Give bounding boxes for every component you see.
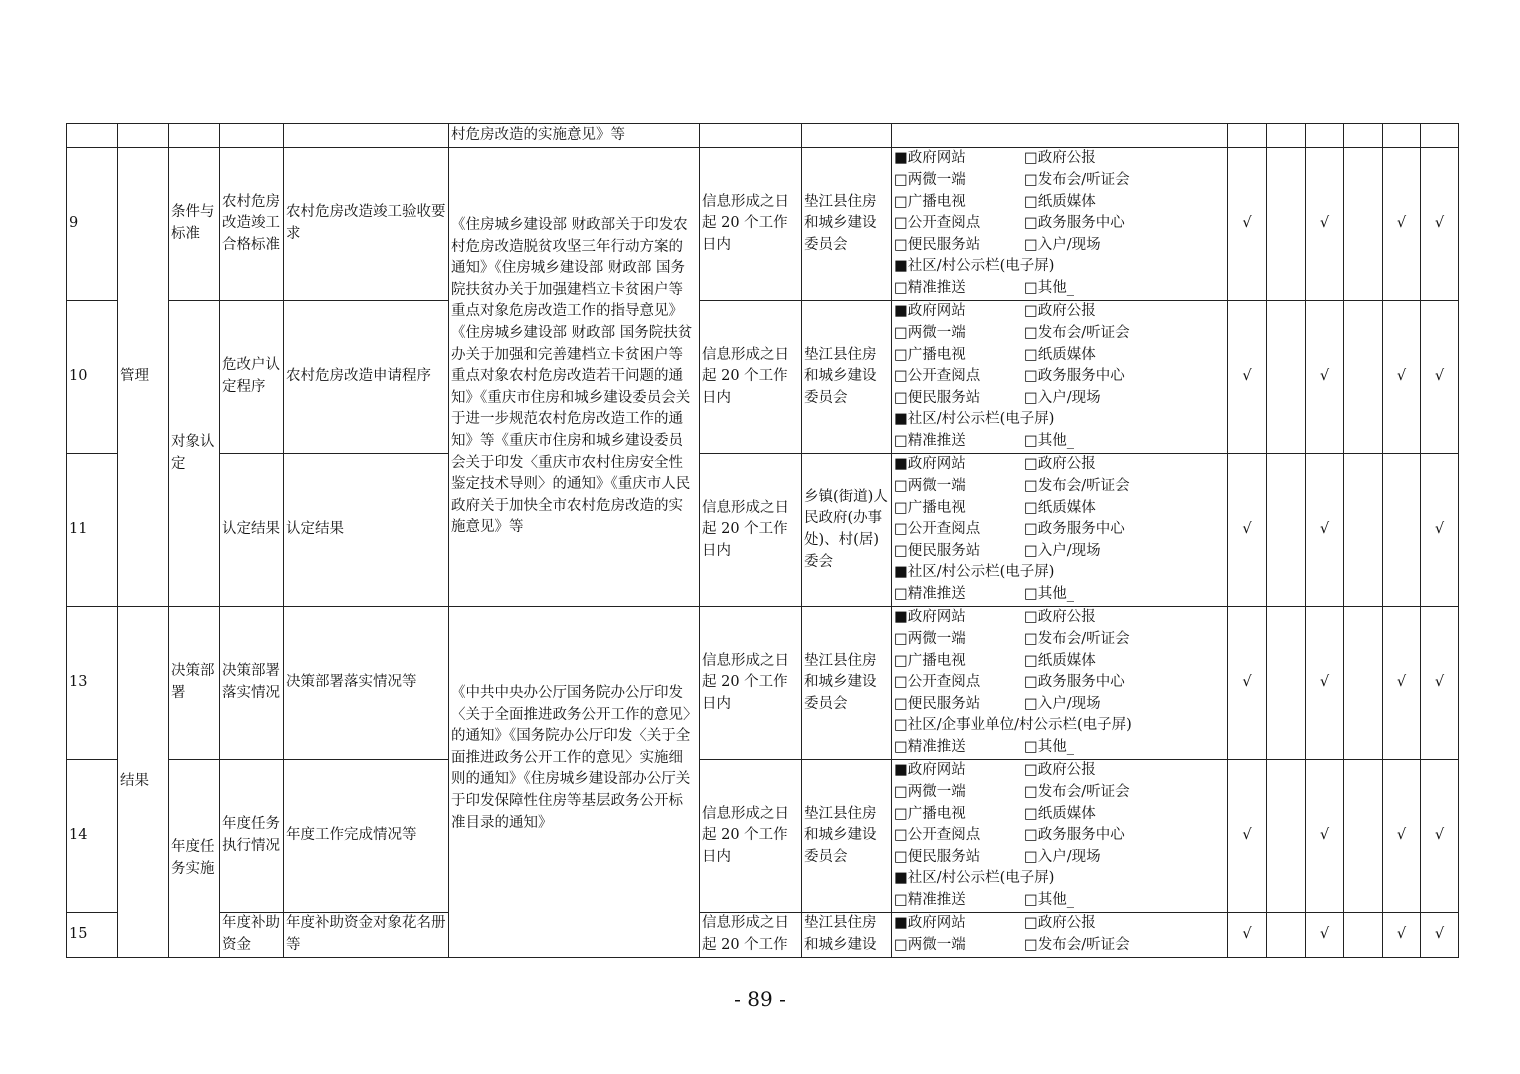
check-cell — [1383, 454, 1421, 607]
row-number-cell: 10 — [67, 301, 118, 454]
channel-option: □公开查阅点 — [894, 521, 981, 538]
channel-option: □两微一端 — [894, 937, 966, 953]
table-row — [67, 607, 1459, 760]
channel-option: □两微一端 — [894, 631, 966, 648]
check-cell: √ — [1383, 148, 1421, 301]
channel-list — [894, 454, 1225, 605]
time-limit-cell: 信息形成之日起 20 个工作日内 — [700, 607, 802, 760]
channel-option: □纸质媒体 — [1024, 193, 1096, 210]
channel-option — [1024, 715, 1225, 737]
check-cell: √ — [1421, 607, 1459, 760]
channel-option: □两微一端 — [894, 784, 966, 801]
channel-option: □精准推送 — [894, 738, 966, 755]
channel-option: □精准推送 — [894, 585, 966, 602]
channel-option: □政府公报 — [1024, 762, 1096, 779]
table-row — [67, 454, 1459, 607]
check-cell: √ — [1306, 454, 1344, 607]
channel-option: □纸质媒体 — [1024, 346, 1096, 363]
check-cell: √ — [1383, 913, 1421, 958]
item-cell: 农村危房改造竣工合格标准 — [220, 148, 284, 301]
subsection-cell-annual: 年度任务实施 — [169, 760, 220, 958]
channel-option: □政务服务中心 — [1024, 674, 1125, 691]
row-number-cell: 11 — [67, 454, 118, 607]
check-cell — [1267, 760, 1306, 913]
time-limit-cell: 信息形成之日起 20 个工作日内 — [700, 454, 802, 607]
channel-option: □纸质媒体 — [1024, 652, 1096, 669]
channel-option — [1024, 256, 1225, 278]
subsection-cell-policy: 决策部署 — [169, 607, 220, 760]
check-cell: √ — [1306, 148, 1344, 301]
section-cell-mgmt: 管理 — [118, 148, 169, 607]
row-number-cell: 14 — [67, 760, 118, 913]
channel-option: □广播电视 — [894, 346, 966, 363]
row-number-cell: 15 — [67, 913, 118, 958]
disclosure-standard-table — [66, 123, 1459, 958]
subsection-cell-cond: 条件与标准 — [169, 148, 220, 301]
channel-option: □其他_ — [1024, 279, 1074, 296]
channel-option: □其他_ — [1024, 432, 1074, 449]
channel-option — [1024, 409, 1225, 431]
channel-option: □公开查阅点 — [894, 674, 981, 691]
table-row — [67, 301, 1459, 454]
channel-option: □政务服务中心 — [1024, 368, 1125, 385]
channel-option: □便民服务站 — [894, 542, 981, 559]
channel-option: □公开查阅点 — [894, 827, 981, 844]
channel-option: ■政府网站 — [894, 150, 966, 167]
check-cell — [1344, 607, 1383, 760]
channel-option: □发布会/听证会 — [1024, 784, 1130, 801]
check-cell: √ — [1306, 913, 1344, 958]
channel-option: ■政府网站 — [894, 609, 966, 626]
item-cell: 决策部署落实情况 — [220, 607, 284, 760]
time-limit-cell: 信息形成之日起 20 个工作日内 — [700, 301, 802, 454]
channel-option: □两微一端 — [894, 325, 966, 342]
item-cell: 年度补助资金 — [220, 913, 284, 958]
channel-option: □入户/现场 — [1024, 848, 1101, 865]
content-cell: 决策部署落实情况等 — [284, 607, 449, 760]
channel-option: □两微一端 — [894, 172, 966, 189]
channel-option: □政府公报 — [1024, 456, 1096, 473]
channel-option: □纸质媒体 — [1024, 805, 1096, 822]
check-cell — [1267, 913, 1306, 958]
check-cell: √ — [1421, 913, 1459, 958]
check-cell — [1267, 148, 1306, 301]
check-cell — [1344, 301, 1383, 454]
subject-cell: 垫江县住房和城乡建设委员会 — [802, 148, 892, 301]
subsection-cell-obj: 对象认定 — [169, 301, 220, 607]
channel-list — [894, 760, 1225, 911]
table-row — [67, 913, 1459, 958]
channel-option: □发布会/听证会 — [1024, 478, 1130, 495]
channel-option — [1024, 868, 1225, 890]
check-cell — [1267, 301, 1306, 454]
channels-cell — [892, 454, 1228, 607]
channel-list — [894, 913, 1225, 956]
basis-cell: 《中共中央办公厅国务院办公厅印发〈关于全面推进政务公开工作的意见〉的通知》《国务院办公厅印发〈关于全面推进政务公开工作的意见〉实施细则的通知》《住房城乡建设部办公厅关于印发保障性住房等基层政务公开标准目录的通知》 — [449, 607, 700, 958]
channel-option: □政府公报 — [1024, 915, 1096, 932]
check-cell: √ — [1306, 301, 1344, 454]
check-cell: √ — [1383, 760, 1421, 913]
channel-option: ■政府网站 — [894, 456, 966, 473]
channel-option: □公开查阅点 — [894, 215, 981, 232]
channel-option: □政务服务中心 — [1024, 827, 1125, 844]
channel-option: □发布会/听证会 — [1024, 937, 1130, 953]
channel-option: □其他_ — [1024, 585, 1074, 602]
subject-cell: 垫江县住房和城乡建设委员会 — [802, 301, 892, 454]
channel-option: □政府公报 — [1024, 150, 1096, 167]
check-cell: √ — [1421, 148, 1459, 301]
channel-option: □其他_ — [1024, 738, 1074, 755]
check-cell: √ — [1383, 607, 1421, 760]
channel-option: □发布会/听证会 — [1024, 631, 1130, 648]
channel-option: □入户/现场 — [1024, 542, 1101, 559]
item-cell: 认定结果 — [220, 454, 284, 607]
basis-continuation-cell: 村危房改造的实施意见》等 — [449, 124, 700, 148]
time-limit-cell: 信息形成之日起 20 个工作 — [700, 913, 802, 958]
channel-option: □广播电视 — [894, 652, 966, 669]
row-number-cell: 13 — [67, 607, 118, 760]
check-cell — [1344, 913, 1383, 958]
channel-option: □便民服务站 — [894, 695, 981, 712]
subject-cell: 垫江县住房和城乡建设委员会 — [802, 760, 892, 913]
check-cell — [1267, 454, 1306, 607]
channel-option: □便民服务站 — [894, 848, 981, 865]
content-cell: 年度工作完成情况等 — [284, 760, 449, 913]
channel-option: ■政府网站 — [894, 762, 966, 779]
channels-cell — [892, 913, 1228, 958]
time-limit-cell: 信息形成之日起 20 个工作日内 — [700, 760, 802, 913]
channel-option: □精准推送 — [894, 891, 966, 908]
channel-option: ■社区/村公示栏(电子屏) — [894, 258, 1055, 275]
section-cell-result: 结果 — [118, 607, 169, 958]
check-cell: √ — [1228, 454, 1267, 607]
page-number: - 89 - — [734, 987, 786, 1011]
channel-option: □发布会/听证会 — [1024, 325, 1130, 342]
channel-option: □入户/现场 — [1024, 236, 1101, 253]
table-row — [67, 148, 1459, 301]
channel-option: □广播电视 — [894, 805, 966, 822]
check-cell: √ — [1228, 607, 1267, 760]
check-cell: √ — [1421, 760, 1459, 913]
subject-cell: 垫江县住房和城乡建设 — [802, 913, 892, 958]
time-limit-cell: 信息形成之日起 20 个工作日内 — [700, 148, 802, 301]
channel-option: □入户/现场 — [1024, 389, 1101, 406]
check-cell: √ — [1421, 301, 1459, 454]
channel-option: □精准推送 — [894, 432, 966, 449]
item-cell: 年度任务执行情况 — [220, 760, 284, 913]
content-cell: 农村危房改造申请程序 — [284, 301, 449, 454]
channel-option: □便民服务站 — [894, 389, 981, 406]
channel-option: □政务服务中心 — [1024, 215, 1125, 232]
check-cell: √ — [1228, 148, 1267, 301]
channel-list — [894, 301, 1225, 452]
channels-cell — [892, 607, 1228, 760]
check-cell — [1344, 148, 1383, 301]
channel-option: □便民服务站 — [894, 236, 981, 253]
check-cell: √ — [1306, 760, 1344, 913]
channel-option: □政务服务中心 — [1024, 521, 1125, 538]
table-row — [67, 760, 1459, 913]
subject-cell: 乡镇(街道)人民政府(办事处)、村(居)委会 — [802, 454, 892, 607]
channel-option: ■社区/村公示栏(电子屏) — [894, 411, 1055, 428]
channel-list — [894, 148, 1225, 299]
channels-cell — [892, 148, 1228, 301]
channels-cell — [892, 301, 1228, 454]
channel-option: □发布会/听证会 — [1024, 172, 1130, 189]
check-cell: √ — [1228, 760, 1267, 913]
channel-option: ■社区/村公示栏(电子屏) — [894, 870, 1055, 887]
channel-option: □公开查阅点 — [894, 368, 981, 385]
channels-cell — [892, 760, 1228, 913]
channel-option: □政府公报 — [1024, 303, 1096, 320]
channel-option: ■社区/村公示栏(电子屏) — [894, 564, 1055, 581]
channel-option — [1024, 562, 1225, 584]
basis-cell: 《住房城乡建设部 财政部关于印发农村危房改造脱贫攻坚三年行动方案的通知》《住房城乡建设部 财政部 国务院扶贫办关于加强建档立卡贫困户等重点对象危房改造工作的指导意见》《住房城乡建设部 财政部 国务院扶贫办关于加强和完善建档立卡贫困户等重点对象农村危房改造若干问题的通知》《重庆市住房和城乡建设委员会关于进一步规范农村危房改造工作的通知》等《重庆市住房和城乡建设委员会关于印发〈重庆市农村住房安全性鉴定技术导则〉的通知》《重庆市人民政府关于加快全市农村危房改造的实施意见》等 — [449, 148, 700, 607]
content-cell: 农村危房改造竣工验收要求 — [284, 148, 449, 301]
check-cell — [1344, 454, 1383, 607]
check-cell — [1267, 607, 1306, 760]
channel-option: □社区/企事业单位/村公示栏(电子屏) — [894, 717, 1132, 734]
subject-cell: 垫江县住房和城乡建设委员会 — [802, 607, 892, 760]
channel-option: □两微一端 — [894, 478, 966, 495]
channel-option: □纸质媒体 — [1024, 499, 1096, 516]
channel-option: □政府公报 — [1024, 609, 1096, 626]
channel-option: □其他_ — [1024, 891, 1074, 908]
check-cell: √ — [1306, 607, 1344, 760]
channel-option: □入户/现场 — [1024, 695, 1101, 712]
content-cell: 认定结果 — [284, 454, 449, 607]
channel-option: □精准推送 — [894, 279, 966, 296]
channel-option: □广播电视 — [894, 499, 966, 516]
table-row-continuation — [67, 124, 1459, 148]
channel-option: ■政府网站 — [894, 303, 966, 320]
check-cell — [1344, 760, 1383, 913]
check-cell: √ — [1421, 454, 1459, 607]
channel-option: ■政府网站 — [894, 915, 966, 932]
channel-option: □广播电视 — [894, 193, 966, 210]
item-cell: 危改户认定程序 — [220, 301, 284, 454]
check-cell: √ — [1228, 913, 1267, 958]
check-cell: √ — [1383, 301, 1421, 454]
check-cell: √ — [1228, 301, 1267, 454]
channel-list — [894, 607, 1225, 758]
row-number-cell: 9 — [67, 148, 118, 301]
content-cell: 年度补助资金对象花名册等 — [284, 913, 449, 958]
